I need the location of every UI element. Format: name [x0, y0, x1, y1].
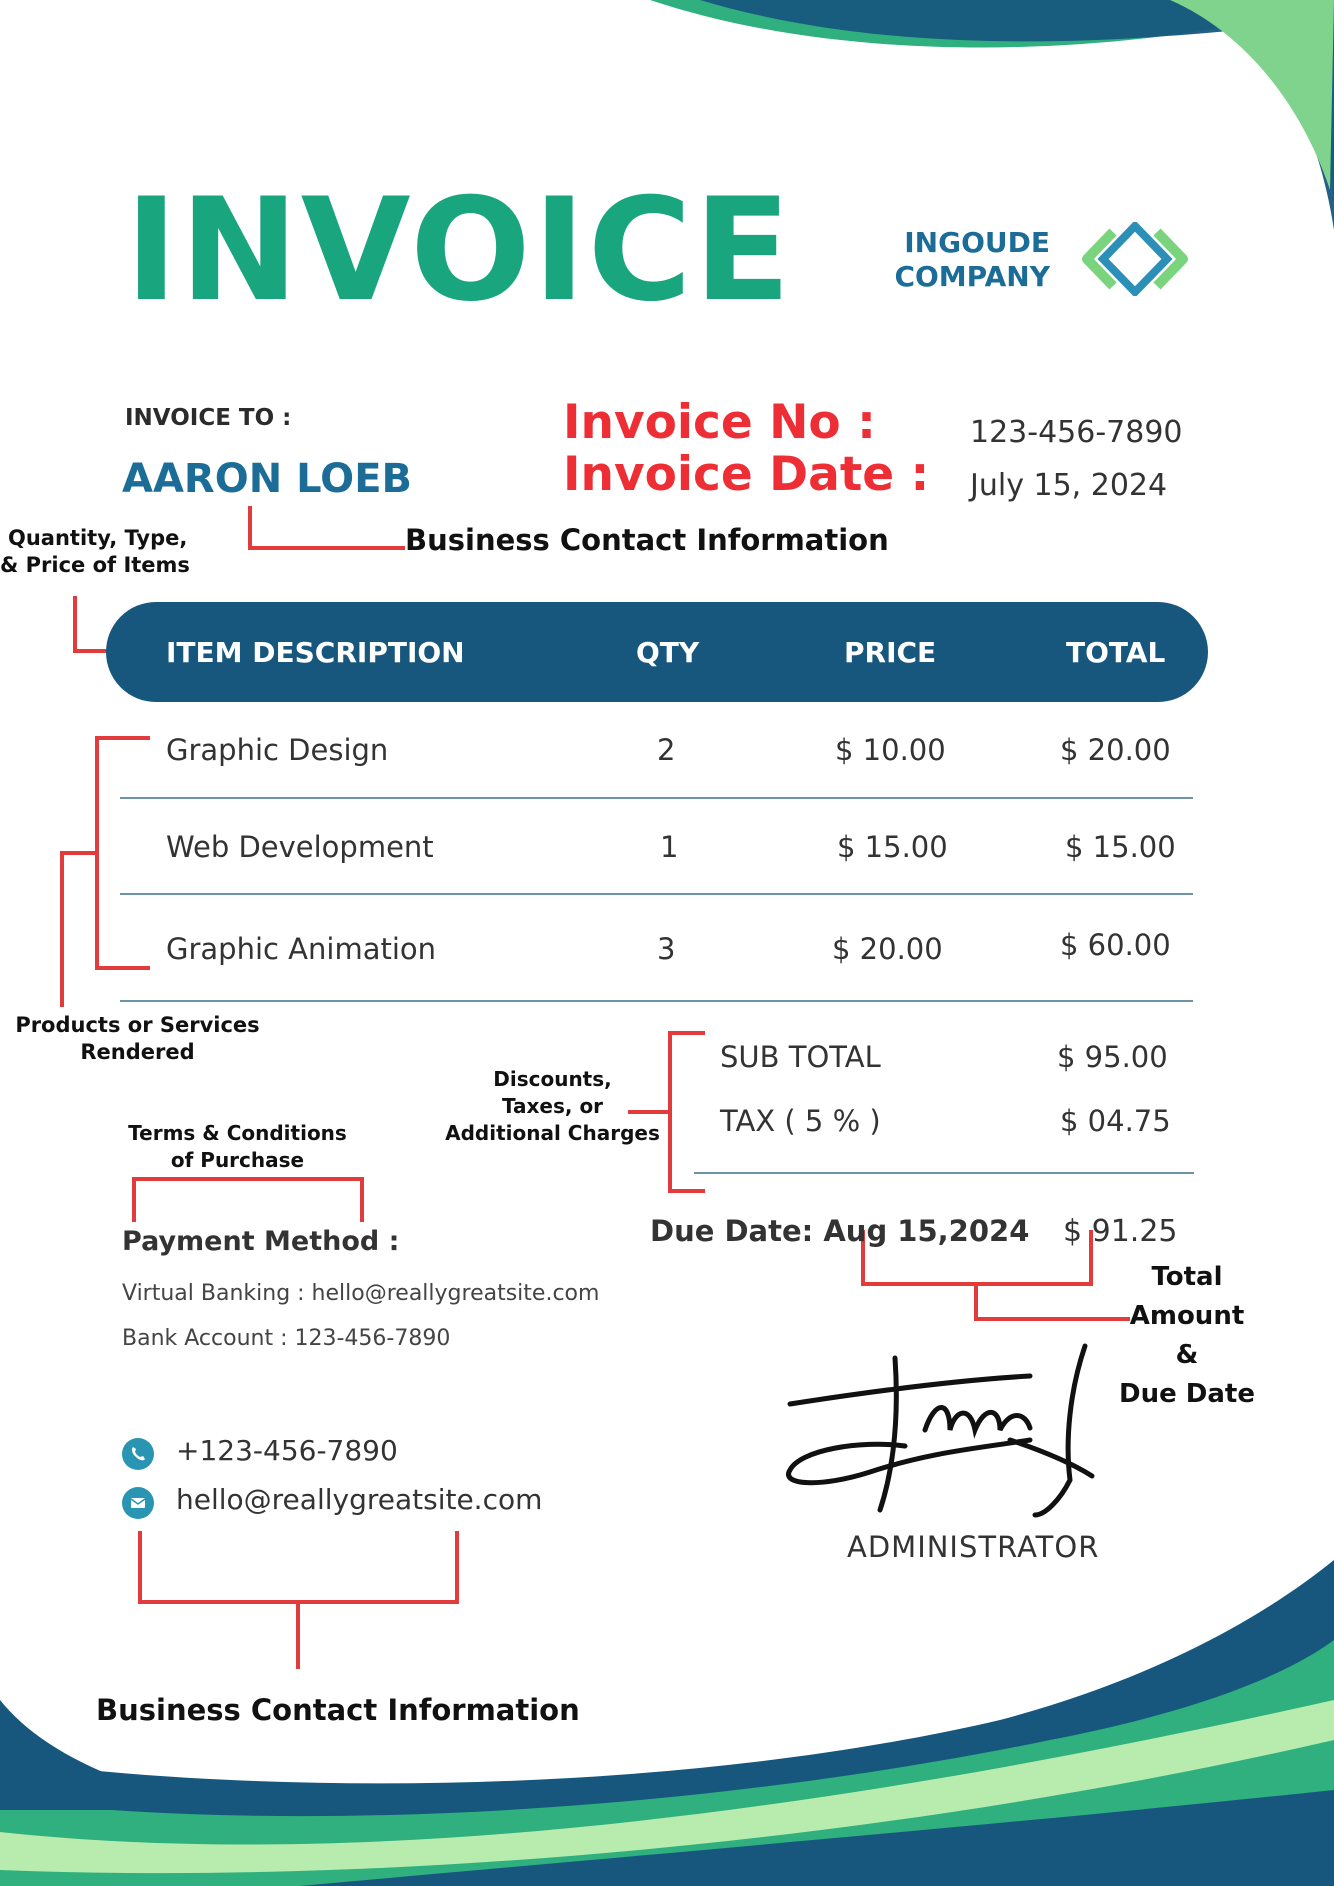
- company-name: [860, 226, 1050, 294]
- tax-label: TAX ( 5 % ): [720, 1104, 881, 1138]
- email-icon: [122, 1487, 154, 1519]
- company-name-line2: COMPANY: [894, 260, 1050, 293]
- client-name: AARON LOEB: [122, 456, 412, 502]
- annotation-terms-line1: Terms & Conditions: [128, 1121, 347, 1145]
- bracket-business-top: [250, 506, 405, 548]
- annotation-discounts-line3: Additional Charges: [445, 1121, 660, 1145]
- contact-email: hello@reallygreatsite.com: [176, 1483, 543, 1516]
- annotation-business-contact-top: Business Contact Information: [405, 523, 889, 557]
- header-price: PRICE: [844, 636, 937, 669]
- annotation-terms: [120, 1120, 355, 1174]
- annotation-products: [10, 1012, 265, 1066]
- subtotal-value: $ 95.00: [1057, 1040, 1168, 1074]
- annotation-discounts-line2: Taxes, or: [501, 1094, 604, 1118]
- grand-total: $ 91.25: [1063, 1214, 1178, 1249]
- bracket-contact: [140, 1531, 457, 1602]
- signature-icon: [788, 1346, 1092, 1515]
- virtual-banking: Virtual Banking : hello@reallygreatsite.com: [122, 1281, 600, 1306]
- row1-item: Graphic Design: [166, 733, 389, 767]
- annotation-terms-line2: of Purchase: [170, 1148, 305, 1172]
- annotation-discounts: [445, 1066, 660, 1147]
- header-total: TOTAL: [1066, 636, 1166, 669]
- row-divider: [120, 893, 1193, 895]
- annotation-products-line1: Products or Services: [15, 1013, 260, 1037]
- invoice-number-label: Invoice No :: [563, 395, 876, 450]
- row1-qty: 2: [657, 733, 676, 767]
- invoice-date-label: Invoice Date :: [563, 447, 930, 502]
- company-logo-icon: [1075, 222, 1195, 296]
- row1-total: $ 20.00: [1060, 733, 1171, 767]
- annotation-discounts-line1: Discounts,: [493, 1067, 612, 1091]
- annotation-items-line2: & Price of Items: [0, 553, 190, 577]
- row3-price: $ 20.00: [832, 932, 943, 966]
- annotation-total-line1: Total: [1151, 1262, 1223, 1292]
- row3-item: Graphic Animation: [166, 932, 437, 966]
- annotation-items-line1: Quantity, Type,: [8, 526, 188, 550]
- row3-total: $ 60.00: [1060, 928, 1171, 962]
- tax-value: $ 04.75: [1060, 1104, 1171, 1138]
- annotation-items: [0, 525, 190, 579]
- annotation-total-line3: &: [1175, 1340, 1199, 1370]
- header-qty: QTY: [636, 636, 700, 669]
- invoice-to-label: INVOICE TO :: [125, 405, 292, 431]
- row2-item: Web Development: [166, 830, 434, 864]
- contact-phone: +123-456-7890: [176, 1434, 398, 1467]
- row3-qty: 3: [657, 932, 676, 966]
- payment-method-title: Payment Method :: [122, 1226, 400, 1257]
- bracket-due-stem: [976, 1284, 1130, 1319]
- bracket-products-stem: [62, 853, 97, 1007]
- annotation-total: [1112, 1258, 1262, 1414]
- company-name-line1: INGOUDE: [904, 226, 1050, 259]
- row2-price: $ 15.00: [837, 830, 948, 864]
- bracket-discounts: [670, 1033, 705, 1191]
- annotation-products-line2: Rendered: [80, 1040, 195, 1064]
- row-divider: [120, 1000, 1193, 1002]
- invoice-number-value: 123-456-7890: [970, 415, 1183, 450]
- bracket-items: [75, 596, 108, 651]
- summary-divider: [694, 1172, 1194, 1174]
- row1-price: $ 10.00: [835, 733, 946, 767]
- annotation-business-contact-bottom: Business Contact Information: [96, 1693, 580, 1727]
- invoice-date-value: July 15, 2024: [970, 468, 1168, 503]
- invoice-title: INVOICE: [125, 168, 793, 333]
- bracket-terms: [134, 1179, 362, 1222]
- bank-account: Bank Account : 123-456-7890: [122, 1326, 451, 1351]
- row2-qty: 1: [660, 830, 679, 864]
- phone-icon: [122, 1438, 154, 1470]
- signature-role: ADMINISTRATOR: [847, 1530, 1100, 1564]
- row2-total: $ 15.00: [1065, 830, 1176, 864]
- row-divider: [120, 797, 1193, 799]
- annotation-total-line2: Amount: [1129, 1301, 1245, 1331]
- bracket-products: [97, 738, 150, 968]
- annotation-total-line4: Due Date: [1119, 1379, 1255, 1409]
- header-item-description: ITEM DESCRIPTION: [166, 636, 465, 669]
- due-date: Due Date: Aug 15,2024: [650, 1214, 1030, 1248]
- subtotal-label: SUB TOTAL: [720, 1040, 881, 1074]
